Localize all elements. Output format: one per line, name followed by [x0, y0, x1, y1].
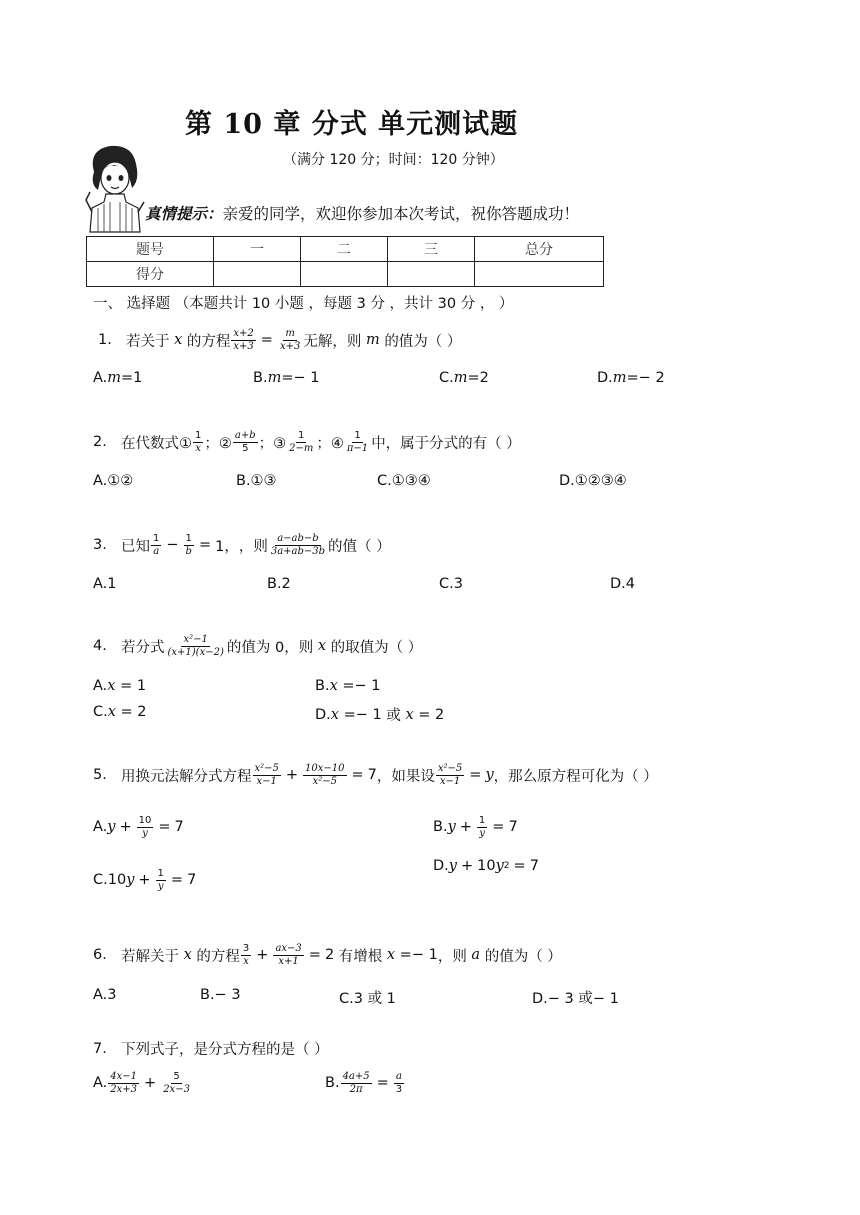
math-var: x [169, 332, 187, 348]
math-fraction: $\frac{3}{x}$ [242, 943, 250, 967]
option-label: D. [315, 706, 331, 723]
question-text: 在代数式① [121, 435, 192, 452]
option-a[interactable]: A. y + $\frac{10}{y}$ = 7 [93, 815, 184, 839]
question-text: 的方程 [196, 948, 240, 965]
question-text: 若关于 [126, 333, 170, 350]
question-6: 6. 若解关于 x 的方程 $\frac{3}{x}$ + $\frac{ax-3}{x+1}$ = 2 有增根 x =− 1 ，则 a 的值为（ ） [93, 943, 562, 967]
table-cell: 题号 [87, 237, 214, 262]
question-text: ，那么原方程可化为（ ） [493, 768, 658, 785]
page-title: 第 10 章 分式 单元测试题 [185, 109, 519, 140]
option-label: D. [597, 370, 613, 386]
option-label: C. [93, 704, 108, 720]
option-d[interactable]: D. m =− 2 [597, 370, 665, 386]
math-fraction: $\frac{ax-3}{x+1}$ [275, 943, 302, 967]
math-var: x [179, 947, 197, 963]
math-fraction: $\frac{1}{b}$ [185, 533, 192, 557]
question-number: 2. [93, 434, 107, 450]
option-a[interactable]: A. x = 1 [93, 678, 147, 694]
table-cell: 三 [388, 237, 475, 262]
math-fraction: $\frac{1}{\pi-1}$ [346, 430, 369, 454]
option-b[interactable]: B. $\frac{4a+5}{2\pi}$ = $\frac{a}{3}$ [325, 1071, 403, 1095]
option-b[interactable]: B. x =− 1 [315, 678, 381, 694]
option-b[interactable]: B.2 [267, 576, 291, 592]
question-text: 的值为 0，则 [226, 639, 314, 656]
question-number: 1. [98, 332, 112, 348]
question-text: 中，属于分式的有（ ） [371, 435, 521, 452]
option-label: B. [253, 370, 268, 386]
question-text: ；④ [316, 435, 344, 452]
score-input-cell[interactable] [214, 262, 301, 287]
question-text: ，如果设 [376, 768, 435, 785]
question-2 [93, 430, 521, 454]
option-b[interactable]: B.①③ [236, 473, 277, 489]
math-fraction: $\frac{1}{a}$ [153, 533, 160, 557]
option-a[interactable]: A.①② [93, 473, 134, 489]
score-table [86, 236, 604, 287]
math-fraction: $\frac{x+2}{x+3}$ [233, 328, 254, 352]
math-fraction: $\frac{\text{x²−5}}{x-1}$ [254, 763, 279, 787]
question-text: 已知 [121, 538, 150, 555]
option-c[interactable]: C.①③④ [377, 473, 431, 489]
score-input-cell[interactable] [301, 262, 388, 287]
question-text: 的值为（ ） [384, 333, 462, 350]
math-fraction: $\frac{m}{x+3}$ [279, 328, 301, 352]
option-label: C. [439, 370, 454, 386]
option-d[interactable]: D. y + 10 y 2 = 7 [433, 858, 539, 874]
option-label: D. [433, 858, 449, 874]
score-input-cell[interactable] [388, 262, 475, 287]
table-cell: 得分 [87, 262, 214, 287]
option-label: A. [93, 678, 108, 694]
exam-subtitle: （满分 120 分；时间：120 分钟） [283, 152, 504, 168]
option-c[interactable]: C.3 或 1 [339, 991, 396, 1007]
option-a[interactable]: A.1 [93, 576, 117, 592]
option-text: 或 [386, 708, 401, 724]
question-text: ；② [204, 435, 232, 452]
question-1: 1. 若关于 x 的方程 $\frac{x+2}{x+3}$ = $\frac{m}{x+3}$ 无解，则 m 的值为（ ） [98, 328, 462, 352]
question-text: 的方程 [186, 333, 231, 350]
question-number: 7. [93, 1040, 107, 1057]
question-7 [93, 1038, 329, 1059]
option-b[interactable]: B. y + $\frac{1}{y}$ = 7 [433, 815, 518, 839]
option-d[interactable]: D.4 [610, 576, 635, 592]
question-5: 5. 用换元法解分式方程 $\frac{\text{x²−5}}{x-1}$ + $\frac{10x-10}{\text{x²−5}}$ = 7 ，如果设 $\frac{\text{x²−5}}{x-1}$ = y ，那么原方程可化为（ ） [93, 763, 658, 787]
table-cell: 二 [301, 237, 388, 262]
score-input-cell[interactable] [475, 262, 604, 287]
tip-label: 真情提示： [145, 205, 223, 223]
table-cell: 一 [214, 237, 301, 262]
option-b[interactable]: B.− 3 [200, 987, 241, 1003]
tip-text: 亲爱的同学，欢迎你参加本次考试，祝你答题成功！ [222, 205, 580, 223]
option-d[interactable]: D. x =− 1 或 x = 2 [315, 704, 444, 725]
math-var: m [361, 332, 385, 348]
math-fraction: $\frac{10x-10}{\text{x²−5}}$ [305, 763, 345, 787]
option-a[interactable]: A. m =1 [93, 370, 143, 386]
question-text: ；③ [258, 435, 287, 452]
question-number: 3. [93, 537, 107, 553]
math-fraction: $\frac{a-ab-b}{3a+ab-3b}$ [270, 533, 326, 557]
option-c[interactable]: C. m =2 [439, 370, 489, 386]
question-text: ，则 [238, 538, 268, 555]
option-a[interactable]: A. $\frac{4x-1}{2x+3}$ + $\frac{5}{2x-3}$ [93, 1071, 190, 1095]
math-fraction: $\frac{a+b}{5}$ [234, 430, 256, 454]
option-b[interactable]: B. m =− 1 [253, 370, 320, 386]
question-number: 6. [93, 947, 107, 963]
question-text: 下列式子，是分式方程的是（ ） [121, 1042, 329, 1058]
option-label: B. [325, 1075, 340, 1091]
math-fraction: $\frac{\text{x²−1}}{(x+1)(x-2)}$ [167, 634, 224, 658]
option-label: A. [93, 1075, 108, 1091]
question-text: 若分式 [121, 639, 165, 656]
score-table-score-row [87, 262, 604, 287]
score-table-header-row [87, 237, 604, 262]
question-4 [93, 634, 422, 658]
option-c[interactable]: C. x = 2 [93, 704, 147, 720]
section-heading: 一、 选择题 （本题共计 10 小题 ，每题 3 分 ，共计 30 分 ， ） [93, 296, 514, 312]
math-fraction: $\frac{1}{x}$ [195, 430, 202, 454]
question-text: 用换元法解分式方程 [121, 768, 252, 785]
option-label: C. [93, 872, 108, 888]
option-c[interactable]: C.3 [439, 576, 463, 592]
question-text: ，则 [437, 948, 467, 965]
question-3: 3. 已知 $\frac{1}{a}$ − $\frac{1}{b}$ = 1， ，则 $\frac{a-ab-b}{3a+ab-3b}$ 的值（ ） [93, 533, 391, 557]
option-c[interactable]: C. 10 y + $\frac{1}{y}$ = 7 [93, 868, 197, 892]
question-text: 若解关于 [121, 948, 179, 965]
math-var: a [466, 947, 485, 963]
math-var: x [313, 638, 331, 654]
question-text: 的取值为（ ） [330, 639, 423, 656]
question-text: 有增根 [338, 948, 383, 965]
table-cell: 总分 [475, 237, 604, 262]
option-label: B. [315, 678, 330, 694]
question-number: 4. [93, 638, 107, 654]
option-d[interactable]: D.− 3 或− 1 [532, 991, 619, 1007]
question-text: 的值为（ ） [484, 948, 562, 965]
cartoon-girl-illustration [84, 142, 146, 234]
tip-line [145, 202, 579, 224]
option-label: A. [93, 370, 108, 386]
option-label: B. [433, 819, 448, 835]
math-fraction: $\frac{\text{x²−5}}{x-1}$ [437, 763, 463, 787]
option-d[interactable]: D.①②③④ [559, 473, 627, 489]
option-a[interactable]: A.3 [93, 987, 117, 1003]
question-text: 无解，则 [303, 333, 362, 350]
math-fraction: $\frac{1}{2-m}$ [289, 430, 314, 454]
option-label: A. [93, 819, 108, 835]
question-number: 5. [93, 767, 107, 783]
question-text: 的值（ ） [328, 538, 391, 555]
